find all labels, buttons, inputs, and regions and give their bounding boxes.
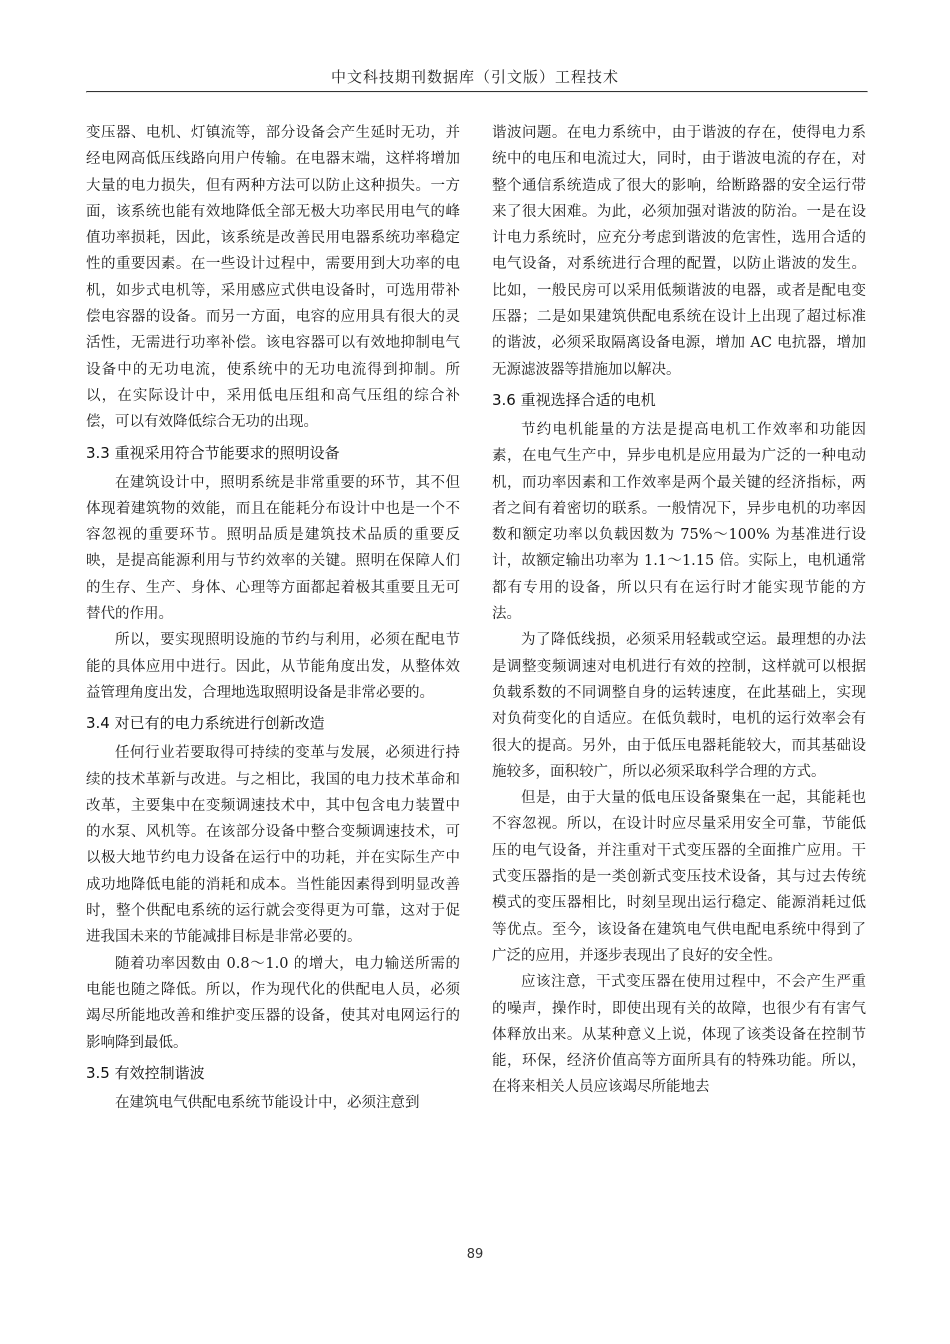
section-heading-3-6: 3.6 重视选择合适的电机 [492,390,656,409]
paragraph: 在建筑电气供配电系统节能设计中，必须注意到 [115,1094,420,1111]
right-column [492,120,866,1101]
paragraph: 在建筑设计中，照明系统是非常重要的环节，其不但体现着建筑物的效能，而且在能耗分布设计中也是一个不容忽视的重要环节。照明品质是建筑技术品质的重要反映，是提高能源利用与节约效率的关键。照明在保障人们的生存、生产、身体、心理等方面都起着极其重要且无可替代的作用。 [86,474,460,623]
paragraph: 随着功率因数由 0.8～1.0 的增大，电力输送所需的电能也随之降低。所以，作为现代化的供配电人员，必须竭尽所能地改善和维护变压器的设备，使其对电网运行的影响降到最低。 [86,955,460,1051]
header-divider [86,91,868,93]
section-heading-3-4: 3.4 对已有的电力系统进行创新改造 [86,714,325,733]
paragraph: 所以，要实现照明设施的节约与利用，必须在配电节能的具体应用中进行。因此，从节能角度出发，从整体效益管理角度出发，合理地选取照明设备是非常必要的。 [86,632,460,701]
running-header: 中文科技期刊数据库（引文版）工程技术 [330,68,619,86]
section-heading-3-3: 3.3 重视采用符合节能要求的照明设备 [86,443,340,462]
paragraph: 但是，由于大量的低电压设备聚集在一起，其能耗也不容忽视。所以，在设计时应尽量采用安全可靠，节能低压的电气设备，并注重对干式变压器的全面推广应用。干式变压器指的是一类创新式变压技术设备，其与过去传统模式的变压器相比，时刻呈现出运行稳定、能源消耗过低等优点。至今，该设备在建筑电气供电配电系统中得到了广泛的应用，并逐步表现出了良好的安全性。 [492,790,866,964]
left-column [86,120,460,1116]
paragraph-continued: 谐波问题。在电力系统中，由于谐波的存在，使得电力系统中的电压和电流过大，同时，由于谐波电流的存在，对整个通信系统造成了很大的影响，给断路器的安全运行带来了很大困难。为此，必须加强对谐波的防治。一是在设计电力系统时，应充分考虑到谐波的危害性，选用合适的电气设备，对系统进行合理的配置，以防止谐波的发生。比如，一般民房可以采用低频谐波的电器，或者是配电变压器；二是如果建筑供配电系统在设计上出现了超过标准的谐波，必须采取隔离设备电源，增加 AC 电抗器，增加无源滤波器等措施加以解决。 [492,125,866,378]
paragraph-continued: 变压器、电机、灯镇流等，部分设备会产生延时无功，并经电网高低压线路向用户传输。在电器末端，这样将增加大量的电力损失，但有两种方法可以防止这种损失。一方面，该系统也能有效地降低全部无极大功率民用电气的峰值功率损耗，因此，该系统是改善民用电器系统功率稳定性的重要因素。在一些设计过程中，需要用到大功率的电机，如步式电机等，采用感应式供电设备时，可选用带补偿电容器的设备。而另一方面，电容的应用具有很大的灵活性，无需进行功率补偿。该电容器可以有效地抑制电气设备中的无功电流，使系统中的无功电流得到抑制。所以，在实际设计中，采用低电压组和高气压组的综合补偿，可以有效降低综合无功的出现。 [86,125,460,431]
section-heading-3-5: 3.5 有效控制谐波 [86,1063,205,1082]
page-number: 89 [466,1247,484,1262]
paragraph: 应该注意，干式变压器在使用过程中，不会产生严重的噪声，操作时，即使出现有关的故障，也很少有有害气体释放出来。从某种意义上说，体现了该类设备在控制节能，环保，经济价值高等方面所具有的特殊功能。所以，在将来相关人员应该竭尽所能地去 [492,974,866,1096]
paragraph: 任何行业若要取得可持续的变革与发展，必须进行持续的技术革新与改进。与之相比，我国的电力技术革命和改革，主要集中在变频调速技术中，其中包含电力装置中的水泵、风机等。在该部分设备中整合变频调速技术，可以极大地节约电力设备在运行中的功耗，并在实际生产中成功地降低电能的消耗和成本。当性能因素得到明显改善时，整个供配电系统的运行就会变得更为可靠，这对于促进我国未来的节能减排目标是非常必要的。 [86,745,460,946]
paragraph: 节约电机能量的方法是提高电机工作效率和功能因素，在电气生产中，异步电机是应用最为广泛的一种电动机，而功率因素和工作效率是两个最关键的经济指标，两者之间有着密切的联系。一般情况下，异步电机的功率因数和额定功率以负载因数为 75%～100% 为基准进行设计，故额定输出功率为 1.1～1.15 倍。实际上，电机通常都有专用的设备，所以只有在运行时才能实现节能的方法。 [492,421,866,623]
paragraph: 为了降低线损，必须采用轻载或空运。最理想的办法是调整变频调速对电机进行有效的控制，这样就可以根据负载系数的不同调整自身的运转速度，在此基础上，实现对负荷变化的自适应。在低负载时，电机的运行效率会有很大的提高。另外，由于低压电器耗能较大，而其基础设施较多，面积较广，所以必须采取科学合理的方式。 [492,632,866,780]
